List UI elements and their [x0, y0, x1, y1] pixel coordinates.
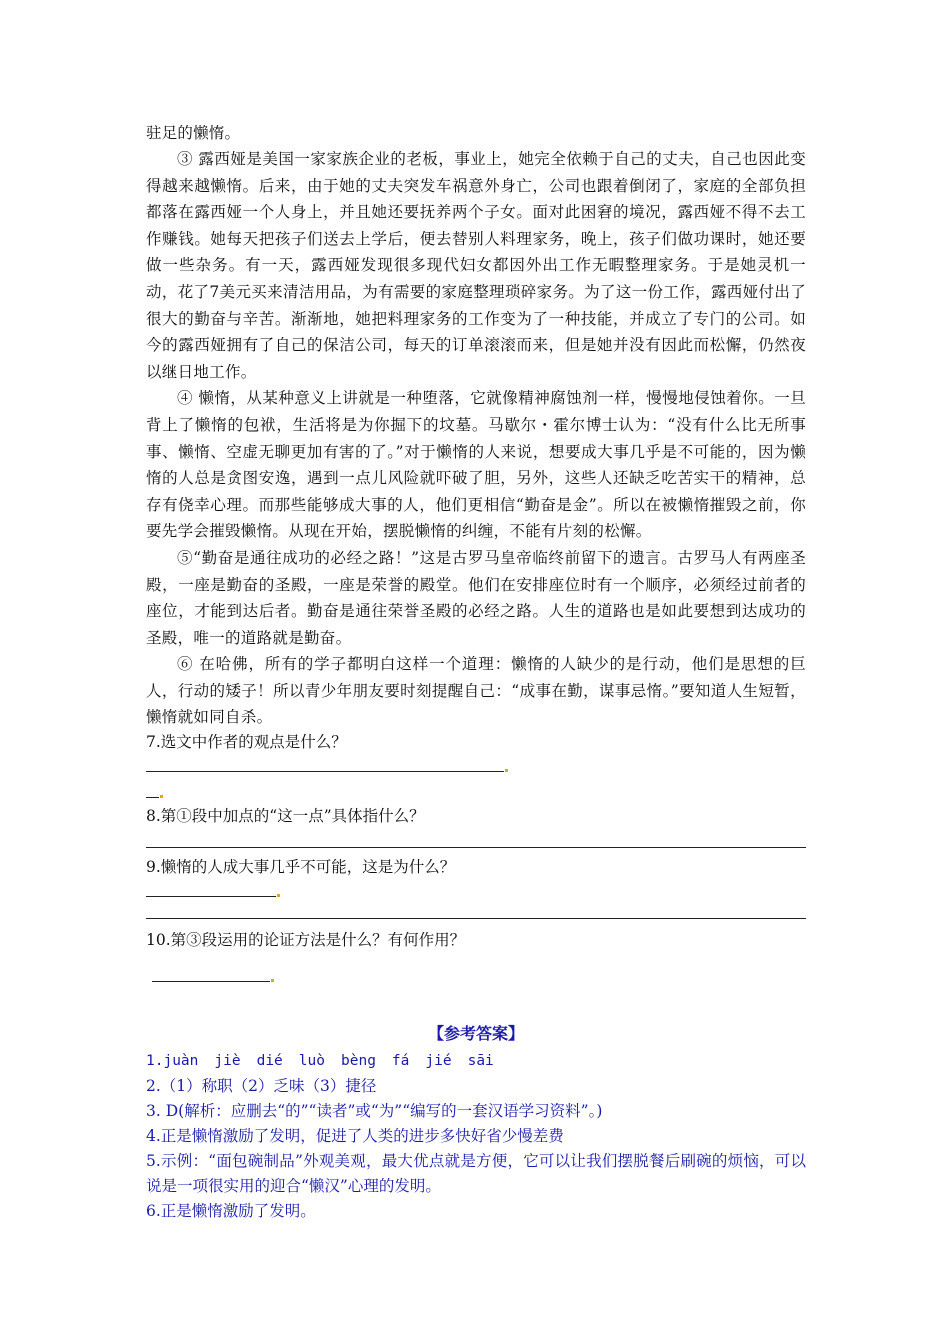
pinyin-7: jié: [425, 1053, 452, 1070]
mark-dot: [271, 979, 274, 982]
pinyin-5: bèng: [341, 1053, 376, 1070]
question-10: [146, 929, 806, 969]
answer-6: 6.正是懒惰激励了发明。: [146, 1202, 316, 1221]
mark-dot: [277, 894, 280, 897]
mark-dot: [505, 769, 508, 772]
question-8: [146, 805, 806, 848]
paragraph-4: ④ 懒惰，从某种意义上讲就是一种堕落，它就像精神腐蚀剂一样，慢慢地侵蚀着你。一旦背上了懒惰的包袱，生活将是为你掘下的坟墓。马歇尔・霍尔博士认为：“没有什么比无所事事、懒惰、空虚无聊更加有害的了。”对于懒惰的人来说，想要成大事几乎是不可能的，因为懒惰的人总是贪图安逸，遇到一点儿风险就吓破了胆，另外，这些人还缺乏吃苦实干的精神，总存有侥幸心理。而那些能够成大事的人，他们更相信“勤奋是金”。所以在被懒惰摧毁之前，你要先学会摧毁懒惰。从现在开始，摆脱懒惰的纠缠，不能有片刻的松懈。: [146, 389, 806, 541]
reference-answers: [146, 1021, 806, 1224]
pinyin-2: jiè: [214, 1053, 241, 1070]
question-10-text: 10.第③段运用的论证方法是什么？有何作用？: [146, 931, 466, 950]
answer-5: 5.示例：“面包碗制品”外观美观，最大优点就是方便，它可以让我们摆脱餐后刷碗的烦恼，可以说是一项很实用的迎合“懒汉”心理的发明。: [146, 1152, 806, 1196]
answer-line-8[interactable]: [146, 847, 806, 848]
answer-3: 3. D(解析：应删去“的”“读者”或“为”“编写的一套汉语学习资料”。): [146, 1102, 603, 1121]
answer-1: [146, 1048, 806, 1074]
answer-line-7[interactable]: [146, 753, 806, 757]
answer-line-10[interactable]: [146, 963, 806, 969]
answer-line-9a[interactable]: [146, 878, 806, 882]
answer-line-9b[interactable]: [146, 918, 806, 919]
document-page: [146, 120, 806, 1224]
mark-dot: [160, 795, 163, 798]
answer-line-7b[interactable]: [146, 779, 806, 785]
answer-1-number: 1.: [146, 1053, 164, 1070]
answer-2: 2.（1）称职（2）乏味（3）捷径: [146, 1077, 377, 1096]
pinyin-8: sāi: [467, 1053, 494, 1070]
pinyin-1: juàn: [163, 1053, 199, 1070]
pinyin-3: dié: [256, 1053, 283, 1070]
pinyin-4: luò: [298, 1053, 325, 1070]
answers-title: 【参考答案】: [427, 1024, 524, 1044]
pinyin-6: fá: [391, 1053, 410, 1070]
question-7: [146, 731, 806, 785]
intro-line: 驻足的懒惰。: [146, 124, 241, 142]
answer-4: 4.正是懒惰激励了发明，促进了人类的进步多快好省少慢差费: [146, 1127, 564, 1146]
question-8-text: 8.第①段中加点的“这一点”具体指什么？: [146, 807, 425, 826]
paragraph-3: ③ 露西娅是美国一家家族企业的老板，事业上，她完全依赖于自己的丈夫，自己也因此变得越来越懒惰。后来，由于她的丈夫突发车祸意外身亡，公司也跟着倒闭了，家庭的全部负担都落在露西娅一个人身上，并且她还要抚养两个子女。面对此困窘的境况，露西娅不得不去工作赚钱。她每天把孩子们送去上学后，便去替别人料理家务，晚上，孩子们做功课时，她还要做一些杂务。有一天，露西娅发现很多现代妇女都因外出工作无暇整理家务。于是她灵机一动，花了7美元买来清洁用品，为有需要的家庭整理琐碎家务。为了这一份工作，露西娅付出了很大的勤奋与辛苦。渐渐地，她把料理家务的工作变为了一种技能，并成立了专门的公司。如今的露西娅拥有了自己的保洁公司，每天的订单滚滚而来，但是她并没有因此而松懈，仍然夜以继日地工作。: [146, 150, 806, 381]
paragraph-5: ⑤“勤奋是通往成功的必经之路！”这是古罗马皇帝临终前留下的遗言。古罗马人有两座圣殿，一座是勤奋的圣殿，一座是荣誉的殿堂。他们在安排座位时有一个顺序，必须经过前者的座位，才能到达后者。勤奋是通往荣誉圣殿的必经之路。人生的道路也是如此要想到达成功的圣殿，唯一的道路就是勤奋。: [146, 548, 806, 647]
question-9: [146, 856, 806, 919]
paragraph-6: ⑥ 在哈佛，所有的学子都明白这样一个道理：懒惰的人缺少的是行动，他们是思想的巨人，行动的矮子！所以青少年朋友要时刻提醒自己：“成事在勤，谋事忌惰。”要知道人生短暂，懒惰就如同自杀。: [146, 655, 806, 727]
question-7-text: 7.选文中作者的观点是什么？: [146, 733, 347, 752]
question-9-text: 9.懒惰的人成大事几乎不可能，这是为什么？: [146, 858, 456, 877]
